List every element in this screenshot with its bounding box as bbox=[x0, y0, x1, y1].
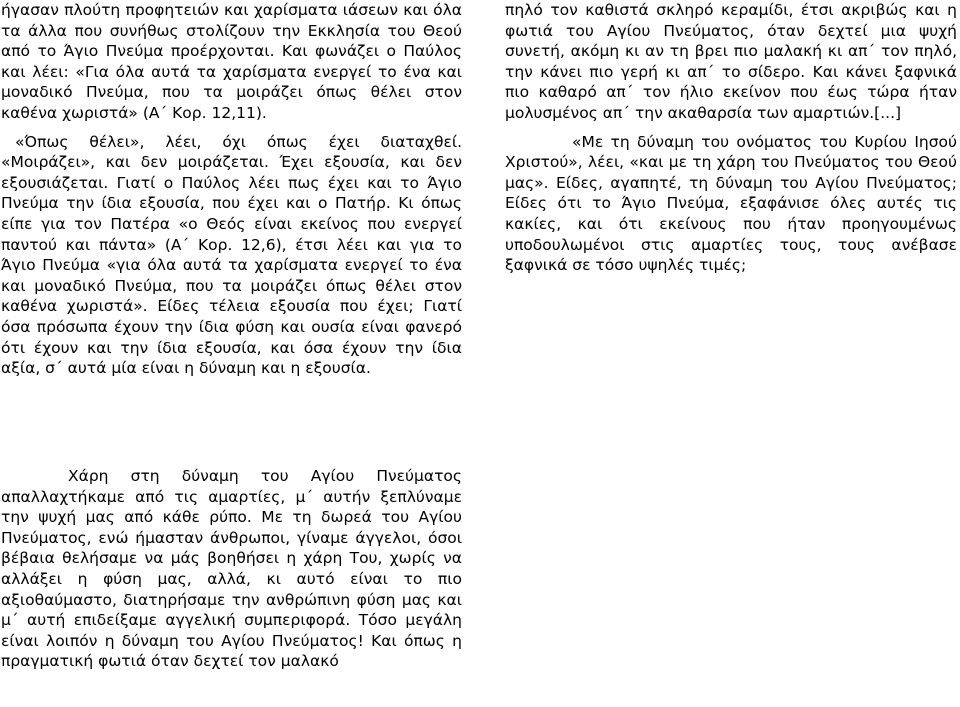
paragraph-right-1: πηλό τον καθιστά σκληρό κεραμίδι, έτσι ακριβώς και η φωτιά του Αγίου Πνεύματος, όταν δεχτεί μια ψυχή συνετή, ακόμη κι αν τη βρει πιο μαλακή κι απ΄ τον πηλό, την κάνει πιο γερή κι απ΄ το σίδερο. Και κάνει ξαφνικά πιο καθαρό απ΄ τον ήλιο εκείνον που έως τώρα ήταν μολυσμένος απ΄ την ακαθαρσία των αμαρτιών.[...] bbox=[505, 1, 957, 122]
left-column-top bbox=[1, 0, 462, 379]
paragraph-right-2: «Με τη δύναμη του ονόματος του Κυρίου Ιησού Χριστού», λέει, «και με τη χάρη του Πνεύματος του Θεού μας». Είδες, αγαπητέ, τη δύναμη του Αγίου Πνεύματος; Είδες ότι το Άγιο Πνεύμα, εξαφάνισε όλες αυτές τις κακίες, και ότι εκείνους που ήταν προηγουμένως υποδουλωμένοι στις αμαρτίες τους, τους ανέβασε ξαφνικά σε τόσο υψηλές τιμές; bbox=[505, 132, 957, 275]
right-column bbox=[505, 0, 957, 276]
paragraph-left-1: ήγασαν πλούτη προφητειών και χαρίσματα ιάσεων και όλα τα άλλα που συνήθως στολίζουν την Εκκλησία του Θεού από το Άγιο Πνεύμα προέρχονται. Και φωνάζει ο Παύλος και λέει: «Για όλα αυτά τα χαρίσματα ενεργεί το ένα και μοναδικό Πνεύμα, που τα μοιράζει όπως θέλει στον καθένα χωριστά» (Α΄ Κορ. 12,11). bbox=[1, 1, 462, 122]
paragraph-left-2: «Όπως θέλει», λέει, όχι όπως έχει διαταχθεί. «Μοιράζει», και δεν μοιράζεται. Έχει εξουσία, και δεν εξουσιάζεται. Γιατί ο Παύλος λέει πως έχει και το Άγιο Πνεύμα την ίδια εξουσία, που έχει και ο Πατήρ. Κι όπως είπε για τον Πατέρα «ο Θεός είναι εκείνος που ενεργεί παντού και πάντα» (Α΄ Κορ. 12,6), έτσι λέει και για το Άγιο Πνεύμα «για όλα αυτά τα χαρίσματα ενεργεί το ένα και μοναδικό Πνεύμα, που τα μοιράζει όπως θέλει στον καθένα χωριστά». Είδες τέλεια εξουσία που έχει; Γιατί όσα πρόσωπα έχουν την ίδια φύση και ουσία είναι φανερό ότι έχουν και την ίδια εξουσία, και όσα έχουν την ίδια αξία, σ΄ αυτά μία είναι η δύναμη και η εξουσία. bbox=[1, 132, 462, 378]
left-column-bottom bbox=[1, 466, 462, 672]
paragraph-left-bottom-1: Χάρη στη δύναμη του Αγίου Πνεύματος απαλλαχτήκαμε από τις αμαρτίες, μ΄ αυτήν ξεπλύναμε την ψυχή μας από κάθε ρύπο. Με τη δωρεά του Αγίου Πνεύματος, ενώ ήμασταν άνθρωποι, γίναμε άγγελοι, όσοι βέβαια θελήσαμε να μάς βοηθήσει η χάρη Του, χωρίς να αλλάξει η φύση μας, αλλά, κι αυτό είναι το πιο αξιοθαύμαστο, διατηρήσαμε την ανθρώπινη φύση μας και μ΄ αυτή επιδείξαμε αγγελική συμπεριφορά. Τόσο μεγάλη είναι λοιπόν η δύναμη του Αγίου Πνεύματος! Και όπως η πραγματική φωτιά όταν δεχτεί τον μαλακό bbox=[1, 467, 462, 671]
